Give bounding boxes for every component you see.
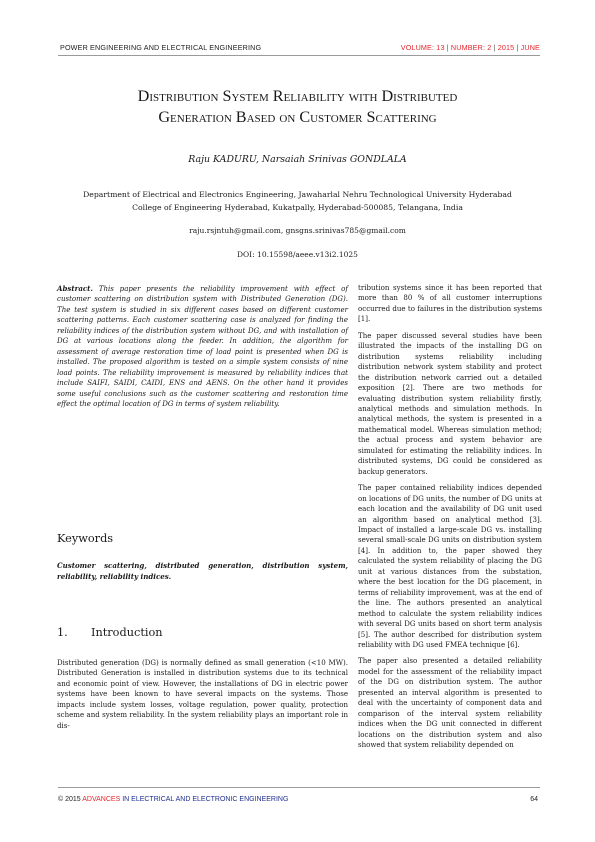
article-title bbox=[50, 86, 545, 128]
issue-info bbox=[401, 43, 540, 52]
paragraph: The paper also presented a detailed reliability model for the assessment of the reliability impact of the DG on distribution system. The author presented an interval algorithm is presented to deal with the uncertainty of component data and comparison of the interval system reliability indices when the DG unit connected in different locations on the distribution system and also showed that system reliability depended on bbox=[358, 656, 542, 750]
month-label: JUNE bbox=[520, 43, 540, 52]
publisher-accent: ADVANCES bbox=[82, 796, 121, 803]
number-label: NUMBER: 2 bbox=[450, 43, 492, 52]
right-column-body bbox=[358, 283, 542, 756]
paragraph: The paper contained reliability indices depended on locations of DG units, the number of DG units at each location and the availability of DG unit used an algorithm based on analytical method [3]. Impact of installed a large-scale DG vs. installing several small-scale DG units on distribution system [4]. In addition to, the paper showed they calculated the system reliability of placing the DG unit at various distances from the substation, where the best location for the DG placement, in terms of reliability improvement, was at the end of the line. The authors presented an analytical method to calculate the system reliability indices with several DG units based on short term analysis [5]. The author described for distribution system reliability with DG used FMEA technique [6]. bbox=[358, 483, 542, 649]
section-number: 1. bbox=[57, 626, 68, 639]
doi[interactable]: DOI: 10.15598/aeee.v13i2.1025 bbox=[237, 250, 358, 259]
abstract bbox=[57, 284, 348, 409]
footer-publisher bbox=[58, 796, 288, 803]
footer-rule bbox=[58, 787, 540, 788]
abstract-text: This paper presents the reliability improvement with effect of customer scattering on distribution system with Distributed Generation (DG). The test system is studied in six different cases based on different customer scattering patterns. Each customer scattering case is analyzed for finding the reliability indices of the distribution system without DG, and with installation of DG at various locations along the feeder. In addition, the algorithm for assessment of average restoration time of load point is presented when DG is installed. The proposed algorithm is tested on a simple system consists of nine load points. The reliability improvement is measured by reliability indices that include SAIFI, SAIDI, CAIDI, ENS and AENS. On the other hand it provides some useful conclusions such as the customer scattering and restoration time effect the optimal location of DG in terms of system reliability. bbox=[57, 284, 348, 408]
section-title: Introduction bbox=[91, 626, 163, 639]
introduction-body bbox=[57, 658, 348, 737]
authors: Raju KADURU, Narsaiah Srinivas GONDLALA bbox=[188, 154, 407, 165]
section-heading-introduction bbox=[57, 626, 163, 639]
paragraph: Distributed generation (DG) is normally defined as small generation (<10 MW). Distributed Generation is installed in distribution systems due to its technical and economic point of view. However, the installations of DG in electric power systems have been known to have several impacts on the systems. Those impacts include system losses, voltage regulation, power quality, protection scheme and system reliability. In the system reliability plays an important role in dis- bbox=[57, 658, 348, 730]
publisher-name: IN ELECTRICAL AND ELECTRONIC ENGINEERING bbox=[122, 796, 289, 803]
separator: | bbox=[444, 43, 451, 52]
title-line-1: Distribution System Reliability with Distributed bbox=[137, 87, 458, 105]
paragraph: tribution systems since it has been reported that more than 80 % of all customer interruptions occurred due to failures in the distribution systems [1]. bbox=[358, 283, 542, 324]
affiliation-line-2: College of Engineering Hyderabad, Kukatpally, Hyderabad-500085, Telangana, India bbox=[132, 202, 463, 212]
journal-section-header: POWER ENGINEERING AND ELECTRICAL ENGINEERING bbox=[60, 43, 262, 52]
volume-label: VOLUME: 13 bbox=[400, 43, 445, 52]
keywords-text: Customer scattering, distributed generation, distribution system, reliability, reliability indices. bbox=[57, 561, 348, 581]
separator: | bbox=[491, 43, 498, 52]
paragraph: The paper discussed several studies have been illustrated the impacts of the installing DG on distribution systems reliability including distribution network system stability and protect the distribution network carried out a detailed exposition [2]. There are two methods for evaluating distribution system reliability firstly, analytical methods and simulation methods. In analytical methods, the system is presented in a mathematical model. Whereas simulation method; the actual process and system behavior are simulated for estimating the reliability indices. In distributed systems, DG could be considered as backup generators. bbox=[358, 330, 542, 476]
author-emails[interactable]: raju.rsjntuh@gmail.com, gnsgns.srinivas785@gmail.com bbox=[189, 226, 406, 235]
separator: | bbox=[514, 43, 521, 52]
affiliation bbox=[40, 189, 555, 214]
header-rule bbox=[58, 55, 540, 56]
page-number: 64 bbox=[530, 796, 538, 803]
copyright: © 2015 bbox=[58, 796, 81, 803]
abstract-label: Abstract. bbox=[57, 284, 93, 293]
title-line-2: Generation Based on Customer Scattering bbox=[158, 108, 437, 126]
keywords-heading: Keywords bbox=[57, 532, 114, 545]
affiliation-line-1: Department of Electrical and Electronics Engineering, Jawaharlal Nehru Technological University Hyderabad bbox=[83, 190, 512, 199]
year-label: 2015 bbox=[497, 43, 515, 52]
